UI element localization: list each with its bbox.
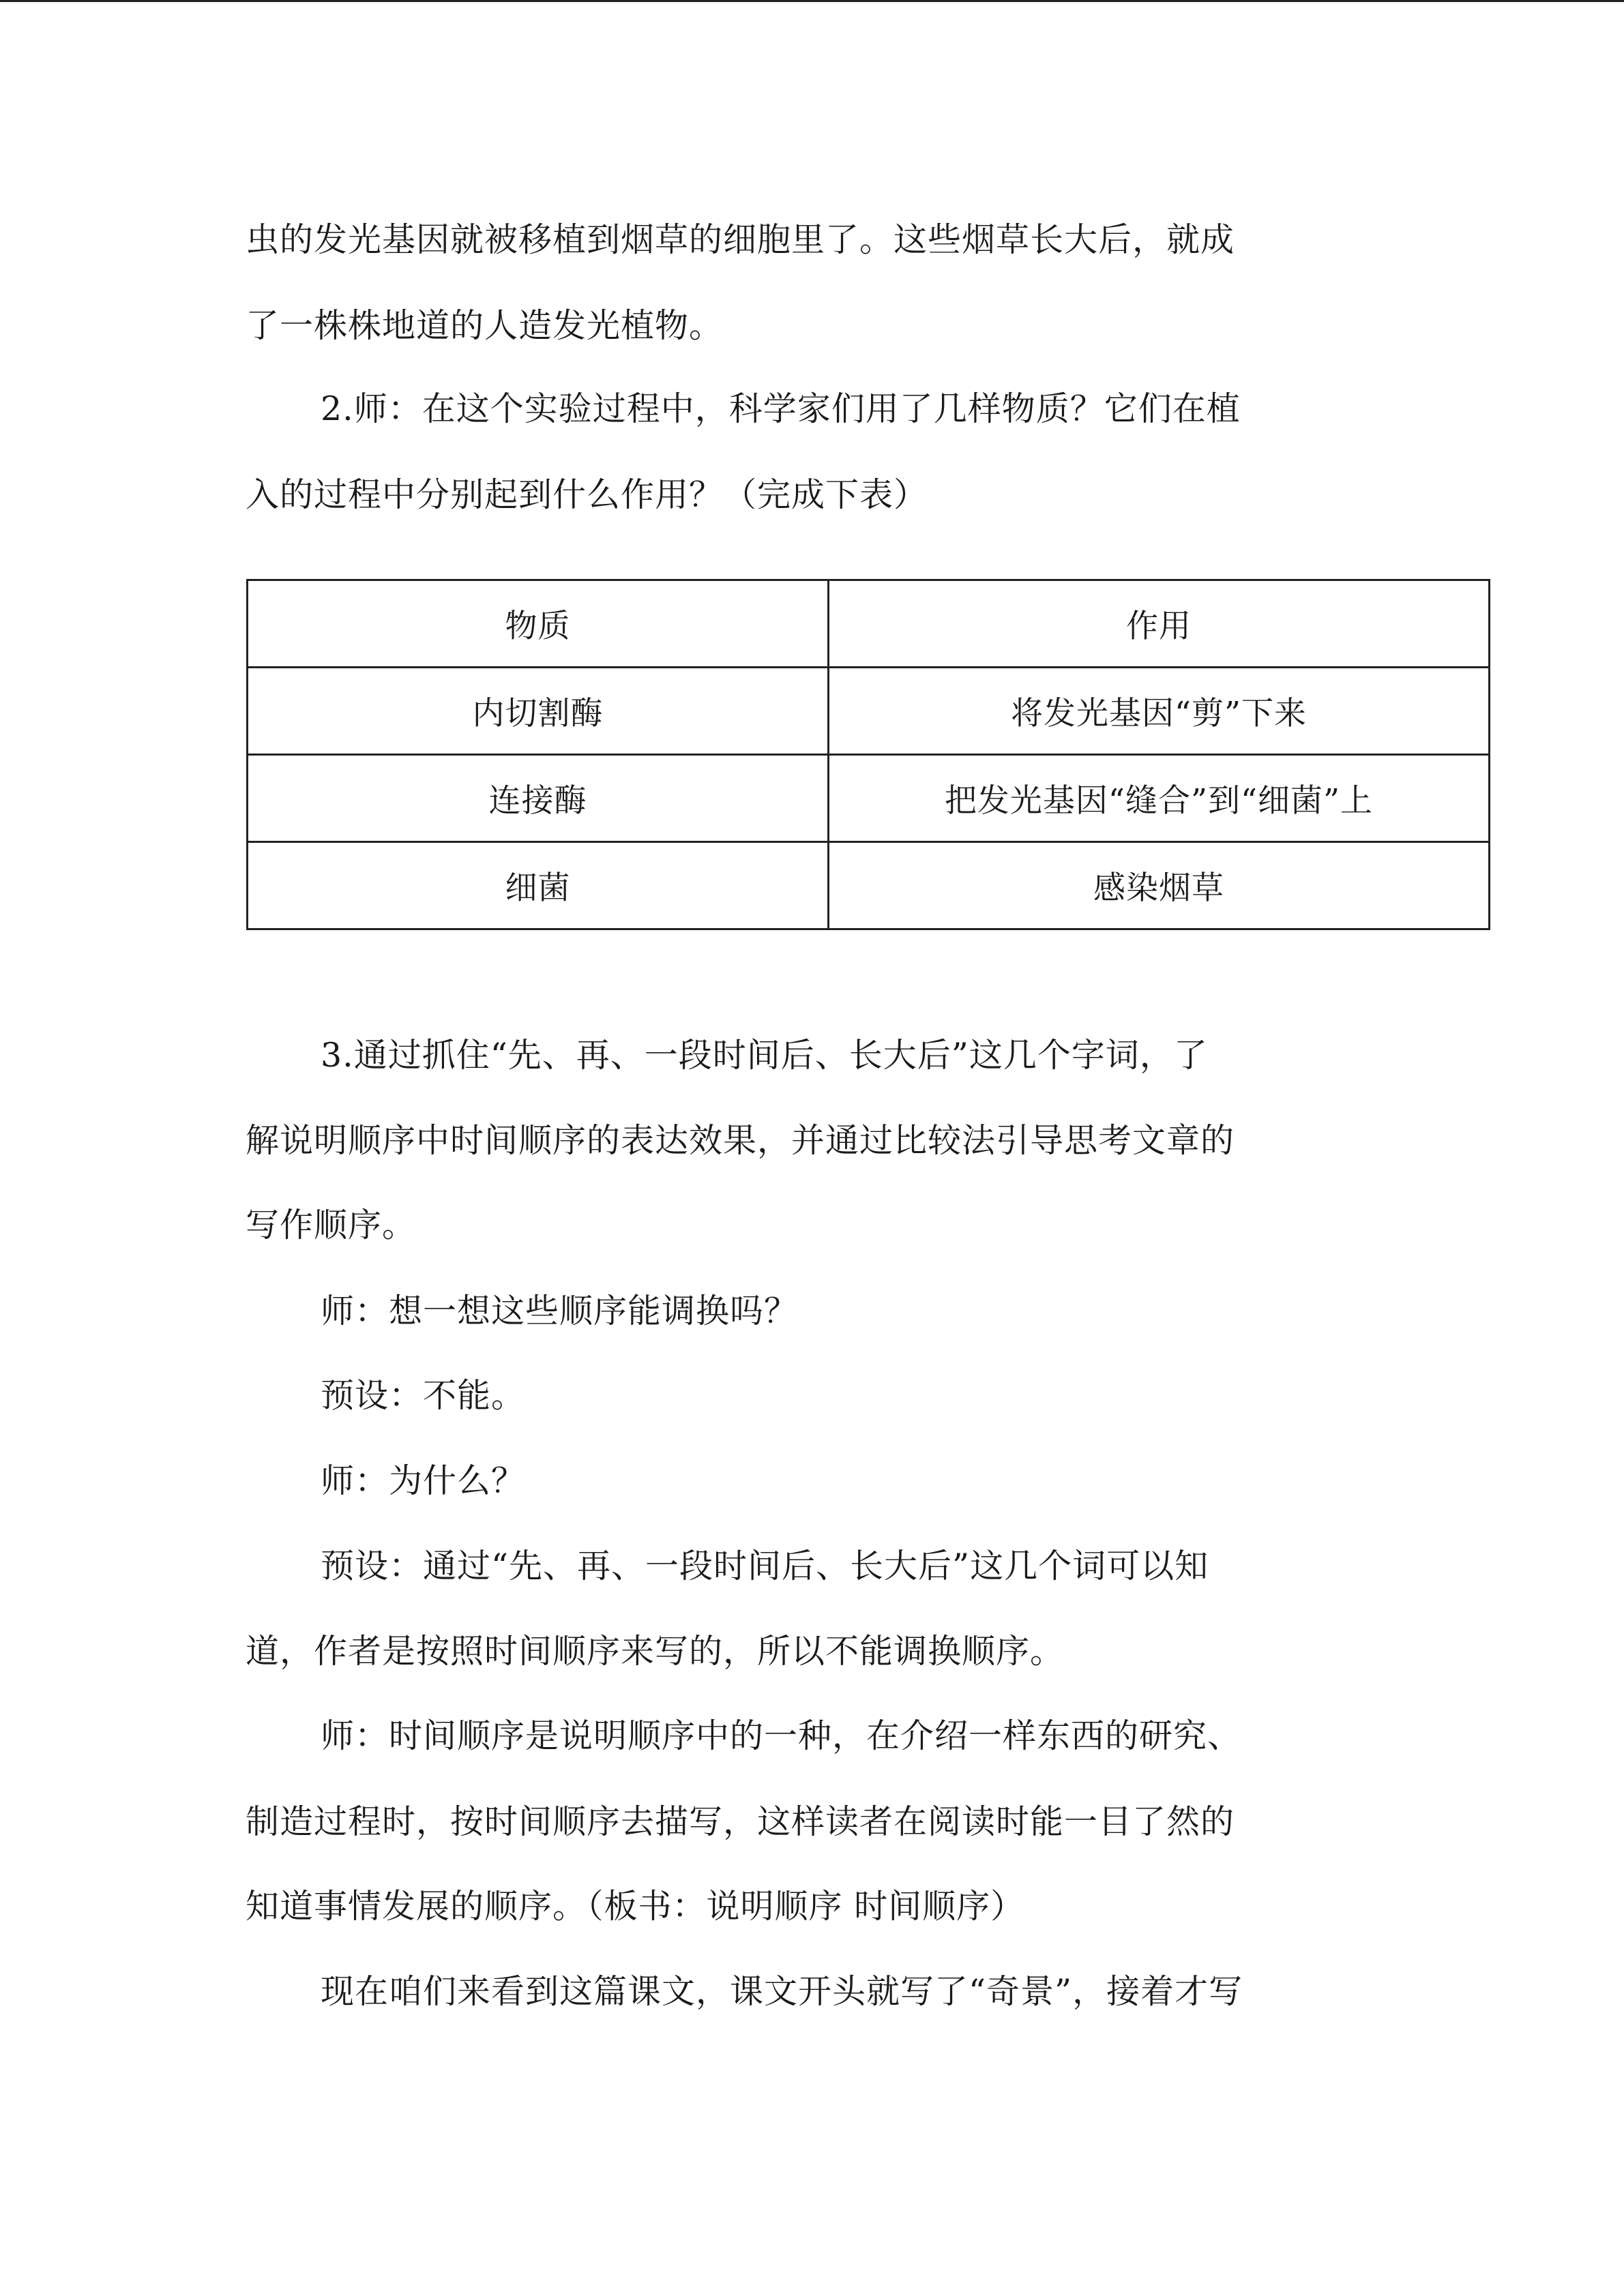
table-cell: 将发光基因“剪”下来 bbox=[829, 668, 1490, 755]
table-row bbox=[248, 842, 1490, 929]
paragraph-3-line-1: 3.通过抓住“先、再、一段时间后、长大后”这几个字词，了 bbox=[321, 1036, 1208, 1075]
table-cell: 把发光基因“缝合”到“细菌”上 bbox=[829, 755, 1490, 842]
table-header-row bbox=[248, 580, 1490, 668]
paragraph-2-line-1: 2.师：在这个实验过程中，科学家们用了几样物质？它们在植 bbox=[321, 389, 1241, 428]
table-cell: 感染烟草 bbox=[829, 842, 1490, 929]
paragraph-7-line-1: 预设：通过“先、再、一段时间后、长大后”这几个词可以知 bbox=[321, 1547, 1209, 1585]
table-cell: 连接酶 bbox=[248, 755, 829, 842]
paragraph-8-line-3: 知道事情发展的顺序。（板书：说明顺序 时间顺序） bbox=[246, 1887, 1025, 1926]
paragraph-8-line-1: 师：时间顺序是说明顺序中的一种，在介绍一样东西的研究、 bbox=[321, 1716, 1242, 1755]
paragraph-2-line-2: 入的过程中分别起到什么作用？（完成下表） bbox=[246, 475, 928, 514]
paragraph-1-line-2: 了一株株地道的人造发光植物。 bbox=[246, 306, 724, 345]
paragraph-5: 预设：不能。 bbox=[321, 1376, 526, 1415]
table-header-cell: 物质 bbox=[248, 580, 829, 668]
paragraph-8-line-2: 制造过程时，按时间顺序去描写，这样读者在阅读时能一目了然的 bbox=[246, 1802, 1235, 1841]
paragraph-3-line-3: 写作顺序。 bbox=[246, 1206, 417, 1244]
paragraph-6: 师：为什么？ bbox=[321, 1461, 526, 1500]
paragraph-4: 师：想一想这些顺序能调换吗？ bbox=[321, 1292, 799, 1330]
table-header-cell: 作用 bbox=[829, 580, 1490, 668]
substance-function-table bbox=[246, 579, 1490, 930]
table-cell: 细菌 bbox=[248, 842, 829, 929]
page-top-border bbox=[0, 0, 1624, 2]
paragraph-1-line-1: 虫的发光基因就被移植到烟草的细胞里了。这些烟草长大后，就成 bbox=[246, 220, 1235, 259]
table-row bbox=[248, 668, 1490, 755]
table-cell: 内切割酶 bbox=[248, 668, 829, 755]
paragraph-3-line-2: 解说明顺序中时间顺序的表达效果，并通过比较法引导思考文章的 bbox=[246, 1121, 1235, 1160]
table-row bbox=[248, 755, 1490, 842]
paragraph-7-line-2: 道，作者是按照时间顺序来写的，所以不能调换顺序。 bbox=[246, 1632, 1065, 1671]
paragraph-9-line-1: 现在咱们来看到这篇课文，课文开头就写了“奇景”，接着才写 bbox=[321, 1972, 1243, 2011]
